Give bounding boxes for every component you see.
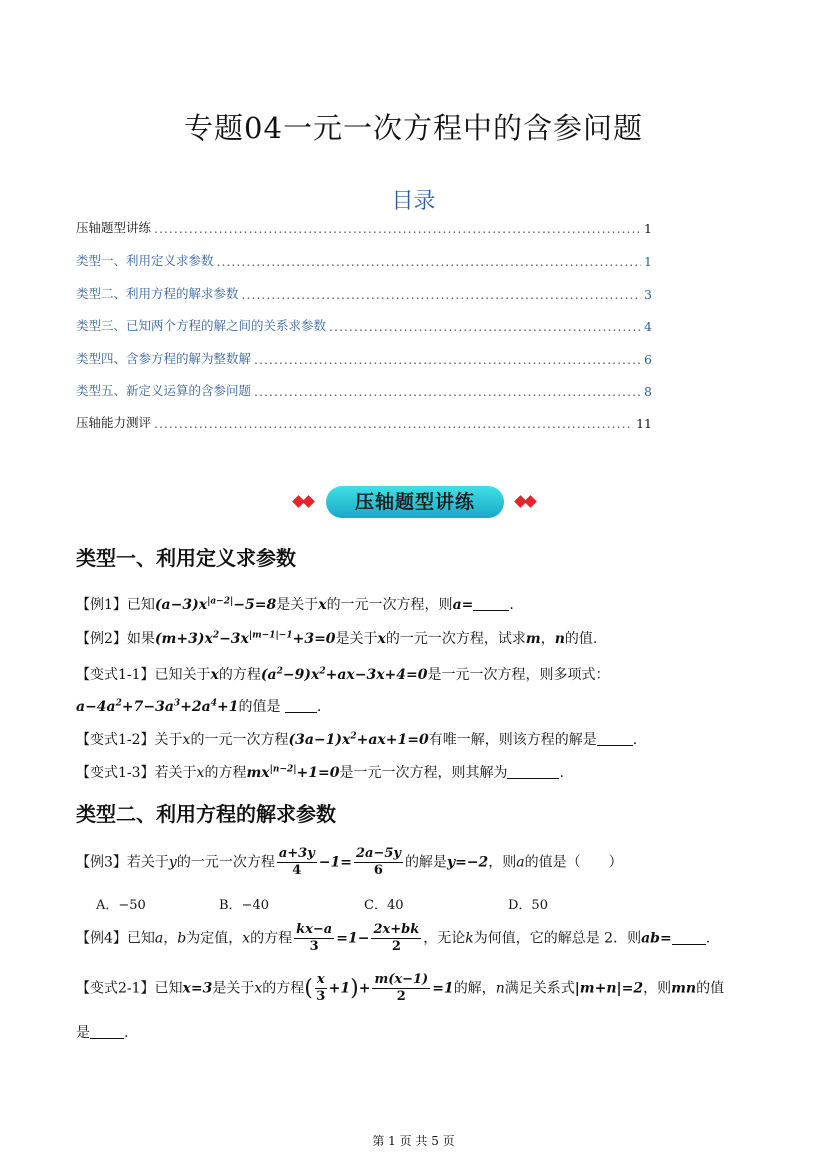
example-4: 【例4】已知a，b为定值，x的方程 $\frac{kx-a}{3}$ =1− $\frac{2x+bk}{2}$ ，无论k为何值，它的解总是 2．则ab= .	[76, 922, 711, 954]
variant-2-1-line2: 是 .	[76, 1025, 129, 1041]
page-title: 专题04一元一次方程中的含参问题	[184, 111, 643, 145]
section-banner	[290, 484, 540, 522]
variant-2-1: 【变式2-1】已知x=3是关于x的方程( $\frac{x}{3}$ +1)+ $\frac{m(x-1)}{2}$ =1的解，n满足关系式|m+n|=2，则mn的值	[76, 972, 725, 1004]
diamond-icon	[524, 495, 537, 508]
answer-blank[interactable]	[473, 597, 509, 611]
answer-blank[interactable]	[507, 765, 559, 779]
answer-blank[interactable]	[90, 1025, 124, 1039]
toc-item[interactable]: 压轴能力测评 ..... 11	[76, 413, 652, 431]
option-c[interactable]: C．40	[364, 898, 404, 913]
variant-1-2: 【变式1-2】关于x的一元一次方程$(3a-1)x^2+ax+1=0$有唯一解，则该方程的解是 .	[76, 731, 638, 748]
variant-1-3: 【变式1-3】若关于x的方程$mx^{|n-2|}+1=0$是一元一次方程，则其解为 .	[76, 764, 564, 781]
option-d[interactable]: D．50	[508, 898, 548, 913]
page-footer: 第 1 页 共 5 页	[372, 1134, 455, 1148]
example-2: 【例2】如果$(m+3)x^2-3x^{|m-1|-1}+3=0$是关于x的一元一次方程，试求m，n的值.	[76, 630, 598, 647]
option-a[interactable]: A．−50	[96, 898, 146, 913]
answer-blank[interactable]	[285, 699, 317, 713]
toc-item[interactable]: 类型五、新定义运算的含参问题 ..... 8	[76, 381, 652, 399]
answer-blank[interactable]	[672, 931, 706, 945]
toc-item[interactable]: 类型一、利用定义求参数 ..... 1	[76, 251, 652, 269]
section-title: 类型二、利用方程的解求参数	[76, 802, 336, 826]
example-3: 【例3】若关于y的一元一次方程 $\frac{a+3y}{4}$ −1= $\frac{2a-5y}{6}$ 的解是y=−2，则a的值是（ ）	[76, 846, 623, 878]
variant-1-1-line2: $a-4a^2+7-3a^3+2a^4+1$的值是 .	[76, 698, 322, 715]
toc-heading: 目录	[391, 189, 436, 214]
toc-item[interactable]: 类型三、已知两个方程的解之间的关系求参数 ..... 4	[76, 316, 652, 334]
toc-item[interactable]: 类型二、利用方程的解求参数 ..... 3	[76, 284, 652, 302]
banner-pill: 压轴题型讲练	[326, 486, 504, 518]
toc-item[interactable]: 类型四、含参方程的解为整数解 ..... 6	[76, 349, 652, 367]
variant-1-1: 【变式1-1】已知关于x的方程$(a^2-9)x^2+ax-3x+4=0$是一元一次方程，则多项式：	[76, 666, 610, 683]
option-b[interactable]: B．−40	[219, 898, 269, 913]
toc-item[interactable]: 压轴题型讲练 ..... 1	[76, 218, 652, 236]
section-title: 类型一、利用定义求参数	[76, 546, 296, 570]
example-1: 【例1】已知$(a-3)x^{|a-2|}-5=8$是关于x的一元一次方程，则a= .	[76, 596, 514, 613]
answer-blank[interactable]	[597, 732, 633, 746]
diamond-icon	[302, 495, 315, 508]
